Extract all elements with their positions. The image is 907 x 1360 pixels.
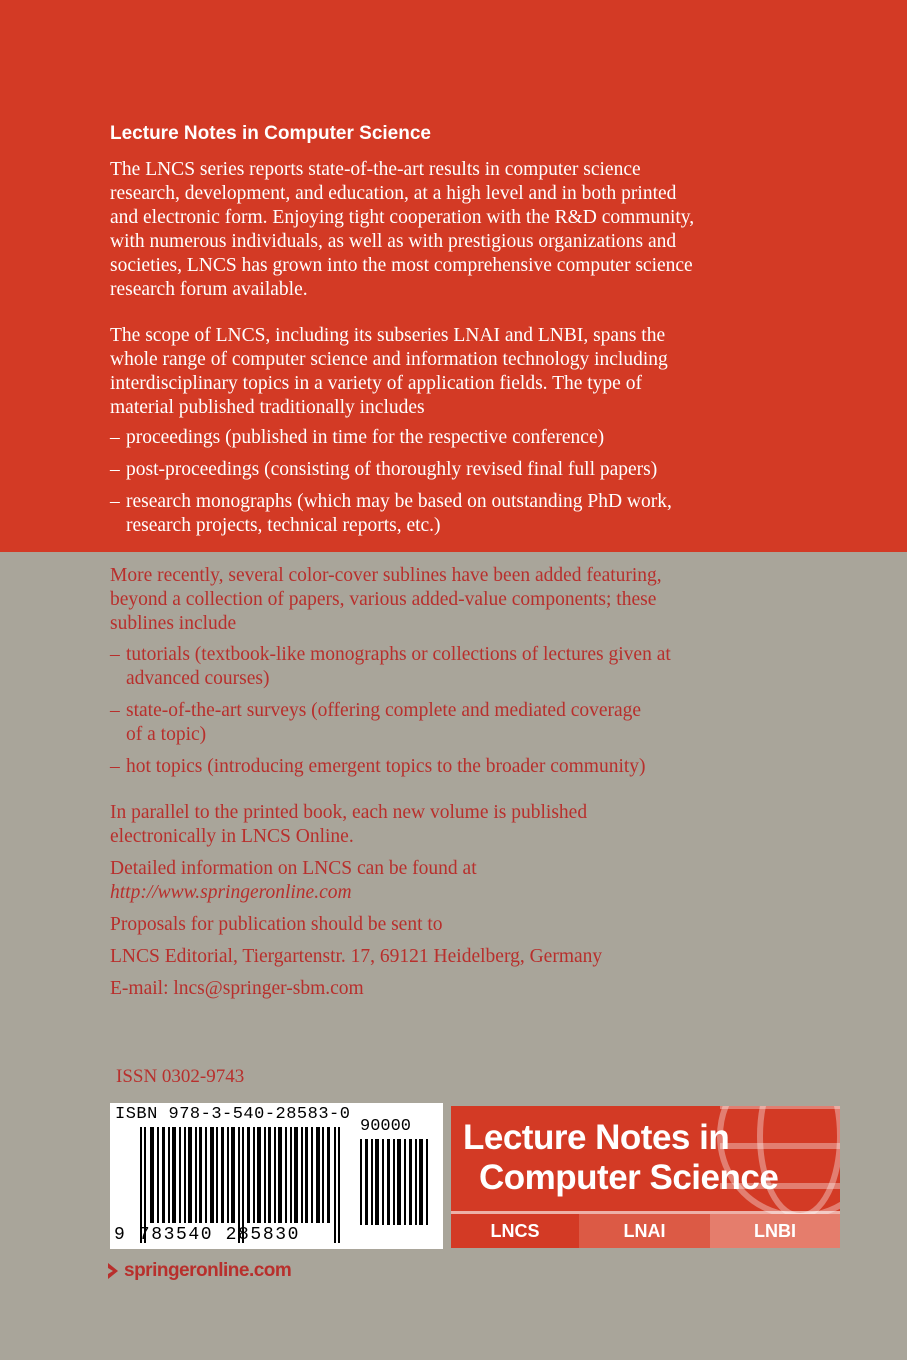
list-item-text: post-proceedings (consisting of thoroughly revised final full papers) [126, 459, 658, 480]
dash-bullet: – [110, 427, 120, 448]
text-line: The LNCS series reports state-of-the-art results in computer science [110, 159, 641, 180]
dash-bullet: – [110, 459, 120, 480]
address-line: LNCS Editorial, Tiergartenstr. 17, 69121 Heidelberg, Germany [110, 946, 603, 967]
list-item [110, 643, 790, 691]
series-logo [451, 1106, 840, 1248]
list-item-text: research projects, technical reports, etc.) [126, 515, 441, 536]
publisher-logo [106, 1260, 291, 1282]
proposals-line: Proposals for publication should be sent to [110, 914, 443, 935]
dash-bullet: – [110, 756, 120, 777]
list-item [110, 458, 790, 482]
logo-title-line: Lecture Notes in [463, 1118, 730, 1157]
list-item-text: research monographs (which may be based on outstanding PhD work, [126, 491, 672, 512]
dash-bullet: – [110, 491, 120, 512]
barcode-box [110, 1103, 443, 1249]
email-line: E-mail: lncs@springer-sbm.com [110, 978, 364, 999]
chevron-right-icon [106, 1261, 120, 1281]
text-line: In parallel to the printed book, each new volume is published [110, 802, 588, 823]
website-link[interactable]: http://www.springeronline.com [110, 882, 352, 903]
logo-tabs [451, 1214, 840, 1248]
tab-lnbi: LNBI [710, 1214, 840, 1248]
list-item-text: proceedings (published in time for the respective conference) [126, 427, 605, 448]
tab-lncs: LNCS [451, 1214, 579, 1248]
sublines-intro-paragraph [110, 564, 790, 636]
list-item [110, 490, 790, 538]
ean-number: 9 783540 285830 [114, 1225, 301, 1245]
text-line: sublines include [110, 613, 237, 634]
text-line: More recently, several color-cover sublines have been added featuring, [110, 565, 662, 586]
logo-title-line: Computer Science [479, 1158, 779, 1197]
text-line: research, development, and education, at a high level and in both printed [110, 183, 677, 204]
text-line: electronically in LNCS Online. [110, 826, 354, 847]
list-item-text: tutorials (textbook-like monographs or collections of lectures given at [126, 644, 671, 665]
online-paragraph [110, 801, 790, 849]
publisher-name: springeronline.com [124, 1260, 292, 1281]
text-line: beyond a collection of papers, various added-value components; these [110, 589, 657, 610]
list-item-text: hot topics (introducing emergent topics to the broader community) [126, 756, 646, 777]
info-paragraph [110, 857, 790, 905]
list-item-text: advanced courses) [126, 668, 270, 689]
text-line: Detailed information on LNCS can be found at [110, 858, 477, 879]
list-item [110, 426, 790, 450]
text-line: The scope of LNCS, including its subseries LNAI and LNBI, spans the [110, 325, 666, 346]
price-code: 90000 [360, 1117, 412, 1136]
list-item [110, 699, 790, 747]
dash-bullet: – [110, 644, 120, 665]
text-line: societies, LNCS has grown into the most comprehensive computer science [110, 255, 693, 276]
series-heading: Lecture Notes in Computer Science [110, 123, 431, 144]
scope-paragraph [110, 324, 790, 420]
text-line: and electronic form. Enjoying tight cooperation with the R&D community, [110, 207, 695, 228]
text-line: material published traditionally includes [110, 397, 425, 418]
text-line: with numerous individuals, as well as with prestigious organizations and [110, 231, 677, 252]
text-line: research forum available. [110, 279, 308, 300]
dash-bullet: – [110, 700, 120, 721]
logo-title [463, 1118, 778, 1198]
isbn-number: ISBN 978-3-540-28583-0 [115, 1105, 351, 1124]
list-item-text: of a topic) [126, 724, 207, 745]
text-line: whole range of computer science and information technology including [110, 349, 668, 370]
list-item [110, 755, 790, 779]
text-line: interdisciplinary topics in a variety of application fields. The type of [110, 373, 642, 394]
series-intro-paragraph [110, 158, 790, 302]
list-item-text: state-of-the-art surveys (offering complete and mediated coverage [126, 700, 642, 721]
issn-label: ISSN 0302-9743 [116, 1066, 245, 1087]
tab-lnai: LNAI [579, 1214, 710, 1248]
